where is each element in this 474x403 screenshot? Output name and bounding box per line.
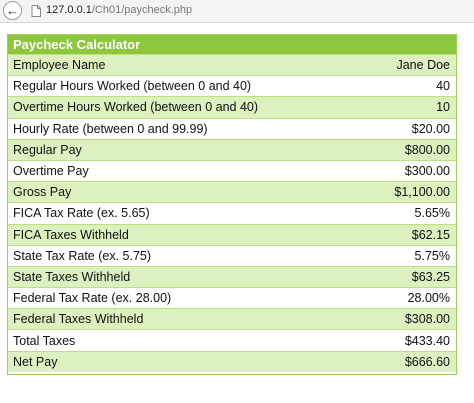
table-row — [8, 118, 456, 139]
row-value: 28.00% — [407, 291, 450, 306]
url-host: 127.0.0.1 — [46, 4, 92, 16]
table-row — [8, 224, 456, 245]
row-value: $20.00 — [411, 121, 450, 136]
row-label: Employee Name — [13, 58, 106, 73]
row-value: 5.75% — [414, 248, 450, 263]
table-row — [8, 287, 456, 308]
table-row — [8, 160, 456, 181]
table-row — [8, 266, 456, 287]
calculator-rows — [8, 54, 456, 372]
row-value: 10 — [436, 100, 450, 115]
table-row — [8, 329, 456, 350]
row-value: $62.15 — [411, 227, 450, 242]
url-field[interactable] — [46, 4, 192, 16]
arrow-left-icon: ← — [6, 3, 19, 18]
row-value: 5.65% — [414, 206, 450, 221]
table-row — [8, 96, 456, 117]
row-label: State Tax Rate (ex. 5.75) — [13, 248, 152, 263]
table-row — [8, 54, 456, 75]
browser-address-bar — [0, 0, 474, 23]
row-value: $433.40 — [404, 333, 450, 348]
row-label: FICA Tax Rate (ex. 5.65) — [13, 206, 150, 221]
paycheck-calculator-table — [7, 34, 457, 375]
row-label: State Taxes Withheld — [13, 269, 131, 284]
row-value: $666.60 — [404, 354, 450, 369]
table-row — [8, 202, 456, 223]
table-row — [8, 181, 456, 202]
row-label: Hourly Rate (between 0 and 99.99) — [13, 121, 208, 136]
page-icon — [31, 5, 41, 17]
row-value: $800.00 — [404, 142, 450, 157]
row-value: $300.00 — [404, 164, 450, 179]
table-row — [8, 75, 456, 96]
table-row — [8, 351, 456, 372]
calculator-title: Paycheck Calculator — [8, 35, 456, 54]
row-label: Federal Tax Rate (ex. 28.00) — [13, 291, 172, 306]
row-label: Net Pay — [13, 354, 58, 369]
table-row — [8, 308, 456, 329]
url-path: /Ch01/paycheck.php — [91, 4, 193, 16]
row-label: Regular Hours Worked (between 0 and 40) — [13, 79, 252, 94]
row-label: Federal Taxes Withheld — [13, 312, 144, 327]
row-label: Regular Pay — [13, 142, 82, 157]
row-value: $63.25 — [411, 269, 450, 284]
row-label: Overtime Hours Worked (between 0 and 40) — [13, 100, 259, 115]
row-value: $1,100.00 — [394, 185, 450, 200]
row-value: Jane Doe — [396, 58, 450, 73]
row-label: Overtime Pay — [13, 164, 89, 179]
row-label: FICA Taxes Withheld — [13, 227, 129, 242]
table-row — [8, 139, 456, 160]
row-value: $308.00 — [404, 312, 450, 327]
table-row — [8, 245, 456, 266]
row-value: 40 — [436, 79, 450, 94]
row-label: Gross Pay — [13, 185, 72, 200]
row-label: Total Taxes — [13, 333, 76, 348]
back-button[interactable] — [3, 1, 22, 20]
